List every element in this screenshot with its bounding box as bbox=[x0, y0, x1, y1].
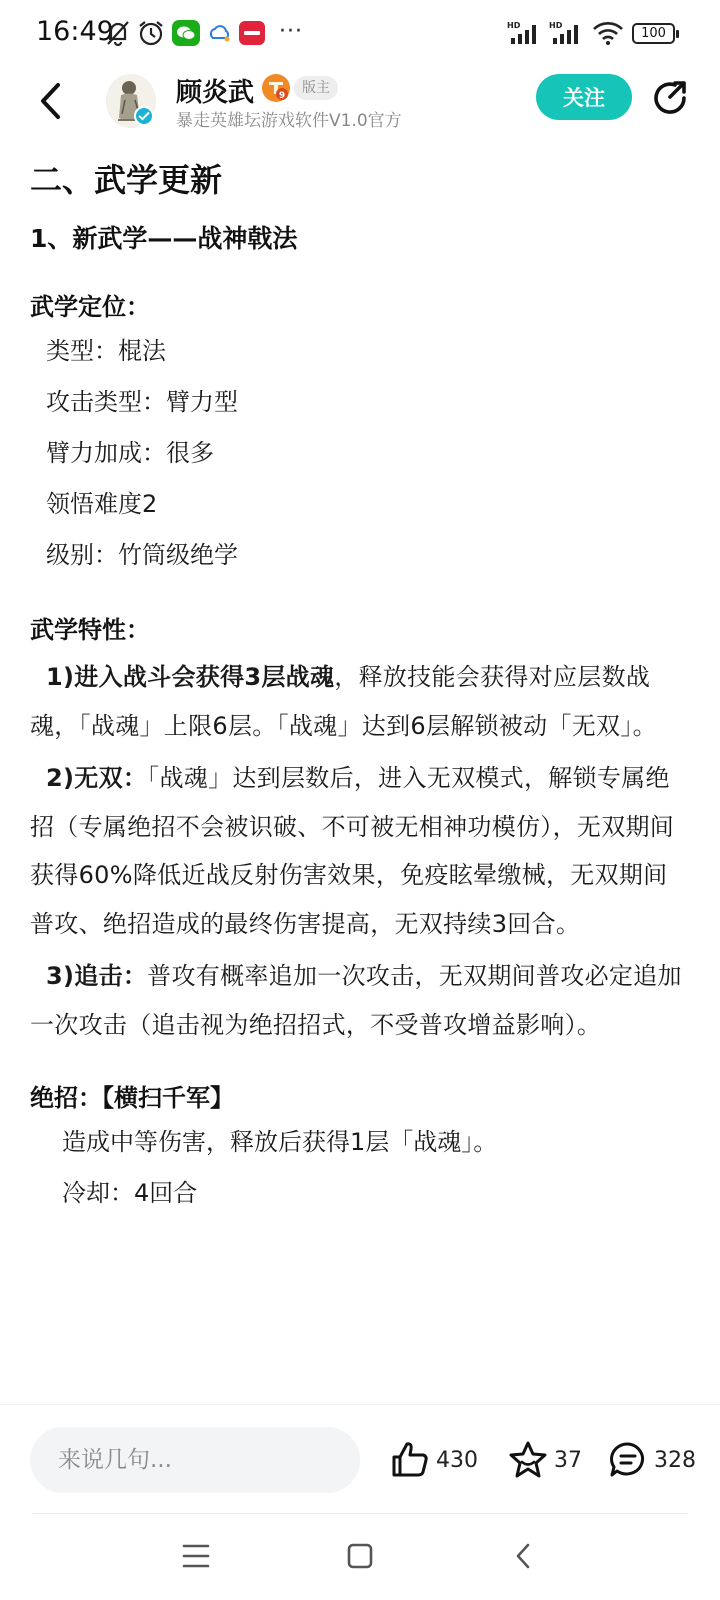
traits-title: 武学特性： bbox=[30, 616, 150, 644]
position-item: 攻击类型：臂力型 bbox=[46, 388, 238, 416]
position-title: 武学定位： bbox=[30, 293, 150, 321]
svg-text:HD: HD bbox=[549, 21, 563, 30]
post-content bbox=[30, 150, 690, 1400]
follow-button[interactable]: 关注 bbox=[536, 74, 632, 120]
like-button[interactable] bbox=[390, 1435, 478, 1485]
more-dots-icon: ··· bbox=[279, 18, 303, 44]
menu-icon bbox=[182, 1543, 210, 1569]
status-bar bbox=[0, 0, 720, 70]
divider bbox=[33, 1513, 687, 1514]
bell-off-icon bbox=[104, 18, 132, 48]
trait-paragraph bbox=[30, 653, 690, 750]
subsection-title: 1、新武学——战神戟法 bbox=[30, 224, 298, 253]
nav-back-button[interactable] bbox=[503, 1536, 543, 1576]
favorite-count: 37 bbox=[554, 1447, 582, 1473]
trait-lead: 2)无双： bbox=[46, 764, 148, 792]
wifi-icon bbox=[592, 18, 624, 48]
trait-text: 普攻有概率追加一次攻击，无双期间普攻必定追加一次攻击（追击视为绝招招式，不受普攻增益影响）。 bbox=[30, 962, 682, 1039]
status-time: 16:49 bbox=[36, 16, 114, 47]
position-item: 类型：棍法 bbox=[46, 337, 166, 365]
comment-input[interactable] bbox=[30, 1427, 360, 1493]
hd-signal-icon bbox=[507, 18, 543, 48]
cloud-icon bbox=[206, 18, 234, 48]
trait-lead: 3)追击： bbox=[46, 962, 148, 990]
chevron-left-icon bbox=[38, 82, 62, 120]
nav-menu-button[interactable] bbox=[176, 1536, 216, 1576]
level-number: 9 bbox=[278, 91, 286, 101]
nav-home-button[interactable] bbox=[340, 1536, 380, 1576]
author-subtitle: 暴走英雄坛游戏软件V1.0官方 bbox=[176, 111, 402, 131]
hd-signal-icon bbox=[549, 18, 585, 48]
verified-icon bbox=[134, 106, 154, 126]
position-item: 领悟难度2 bbox=[46, 490, 158, 518]
home-square-icon bbox=[346, 1542, 374, 1570]
moderator-badge: 版主 bbox=[294, 76, 338, 100]
trait-paragraph bbox=[30, 754, 690, 948]
share-button[interactable] bbox=[650, 78, 690, 118]
ultimate-item: 造成中等伤害，释放后获得1层「战魂」。 bbox=[62, 1128, 498, 1156]
bottom-action-bar bbox=[0, 1404, 720, 1516]
trait-lead: 1)进入战斗会获得3层战魂 bbox=[46, 663, 335, 691]
position-item: 臂力加成：很多 bbox=[46, 439, 214, 467]
back-button[interactable] bbox=[30, 76, 70, 126]
position-item: 级别：竹筒级绝学 bbox=[46, 541, 238, 569]
post-header bbox=[0, 70, 720, 142]
back-triangle-icon bbox=[513, 1542, 533, 1570]
ultimate-item: 冷却：4回合 bbox=[62, 1179, 198, 1207]
thumbs-up-icon bbox=[390, 1440, 430, 1480]
comment-icon bbox=[608, 1440, 648, 1480]
trait-text: ，释放技能会获得对应层数战魂，「战魂」上限6层。「战魂」达到6层解锁被动「无双」。 bbox=[30, 663, 657, 740]
ultimate-title: 绝招：【横扫千军】 bbox=[30, 1084, 234, 1112]
alarm-icon bbox=[137, 18, 165, 48]
like-count: 430 bbox=[436, 1447, 478, 1473]
system-nav-bar bbox=[0, 1516, 720, 1600]
level-badge-icon bbox=[262, 74, 290, 102]
section-title: 二、武学更新 bbox=[30, 161, 223, 199]
app-icon bbox=[239, 21, 265, 45]
trait-text: 「战魂」达到层数后，进入无双模式，解锁专属绝招（专属绝招不会被识破、不可被无相神功模仿），无双期间获得60%降低近战反射伤害效果，免疫眩晕缴械，无双期间普攻、绝招造成的最终伤害提高，无双持续3回合。 bbox=[30, 764, 675, 938]
battery-icon: 100 bbox=[632, 23, 675, 44]
wechat-icon bbox=[172, 20, 200, 46]
share-icon bbox=[651, 79, 689, 117]
svg-text:HD: HD bbox=[507, 21, 521, 30]
trait-paragraph bbox=[30, 952, 690, 1049]
comment-button[interactable] bbox=[608, 1435, 696, 1485]
author-name[interactable]: 顾炎武 bbox=[176, 78, 255, 108]
comment-count: 328 bbox=[654, 1447, 696, 1473]
favorite-button[interactable] bbox=[508, 1435, 582, 1485]
star-icon bbox=[508, 1440, 548, 1480]
